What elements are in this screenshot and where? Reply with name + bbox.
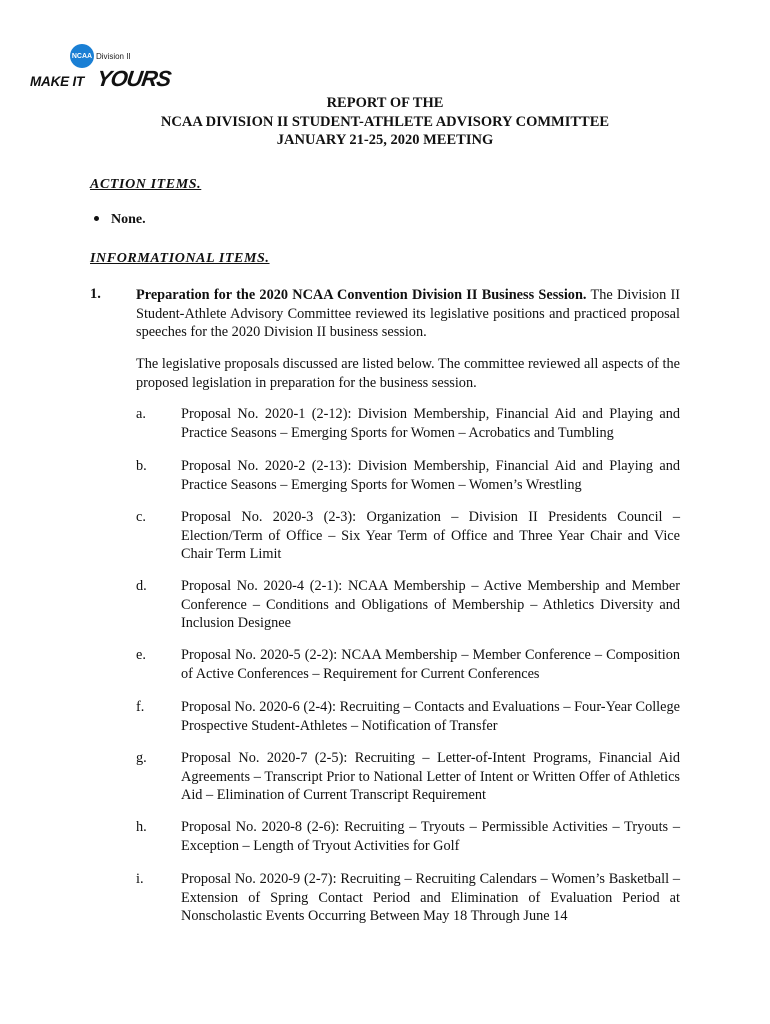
division-label: Division II (96, 52, 131, 61)
ncaa-logo (30, 44, 173, 100)
item-1-body: The Division II Student-Athlete Advisory Committee reviewed its legislative positions and practiced proposal speeches for the 2020 Division II business session. (136, 287, 680, 340)
proposal-text: Proposal No. 2020-9 (2-7): Recruiting – Recruiting Calendars – Women’s Basketball – Extension of Spring Contact Period and Elimination of Evaluation Period at Nonscholastic Events Occurring Between May 18 Through June 14 (181, 871, 680, 924)
proposal-letter: c. (136, 509, 146, 525)
proposal-letter: f. (136, 699, 145, 715)
make-it-text: MAKE IT (30, 74, 85, 89)
action-items-heading: ACTION ITEMS. (90, 177, 202, 192)
proposal-text: Proposal No. 2020-1 (2-12): Division Membership, Financial Aid and Playing and Practice Seasons – Emerging Sports for Women – Acrobatics and Tumbling (181, 406, 680, 441)
informational-items-heading: INFORMATIONAL ITEMS. (90, 251, 270, 266)
proposal-text: Proposal No. 2020-3 (2-3): Organization – Division II Presidents Council – Election/Term of Office – Six Year Term of Office and Three Year Chair and Vice Chair Term Limit (181, 509, 680, 562)
proposal-letter: i. (136, 871, 144, 887)
proposal-text: Proposal No. 2020-4 (2-1): NCAA Membership – Active Membership and Member Conference – Conditions and Obligations of Membership – Athletics Diversity and Inclusion Designee (181, 578, 680, 631)
proposal-text: Proposal No. 2020-7 (2-5): Recruiting – Letter-of-Intent Programs, Financial Aid Agreements – Transcript Prior to National Letter of Intent or Written Offer of Athletics Aid – Elimination of Current Transcript Requirement (181, 750, 680, 803)
title-line-1: REPORT OF THE (326, 95, 444, 111)
item-1-title: Preparation for the 2020 NCAA Convention Division II Business Session. (136, 287, 587, 303)
proposal-text: Proposal No. 2020-6 (2-4): Recruiting – Contacts and Evaluations – Four-Year College Prospective Student-Athletes – Notification of Transfer (181, 699, 680, 734)
title-line-3: JANUARY 21-25, 2020 MEETING (276, 132, 494, 148)
bullet-dot (94, 216, 99, 221)
report-title (0, 94, 770, 150)
yours-text: YOURS (95, 66, 173, 91)
proposal-letter: h. (136, 819, 147, 835)
item-number: 1. (90, 286, 101, 302)
proposal-letter: g. (136, 750, 147, 766)
proposal-letter: a. (136, 406, 146, 422)
proposal-text: Proposal No. 2020-5 (2-2): NCAA Membership – Member Conference – Composition of Active Conferences – Requirement for Current Conferences (181, 647, 680, 682)
ncaa-circle-logo: NCAA (70, 44, 94, 68)
proposal-letter: d. (136, 578, 147, 594)
action-items-bullet (90, 212, 146, 228)
title-line-2: NCAA DIVISION II STUDENT-ATHLETE ADVISORY COMMITTEE (160, 113, 610, 130)
proposal-text: Proposal No. 2020-2 (2-13): Division Membership, Financial Aid and Playing and Practice Seasons – Emerging Sports for Women – Women’s Wrestling (181, 458, 680, 493)
proposal-letter: b. (136, 458, 147, 474)
bullet-text: None. (111, 212, 146, 227)
item-1-paragraph (136, 286, 680, 342)
proposal-letter: e. (136, 647, 146, 663)
item-1-intro: The legislative proposals discussed are listed below. The committee reviewed all aspects of the proposed legislation in preparation for the business session. (136, 356, 680, 391)
proposal-text: Proposal No. 2020-8 (2-6): Recruiting – Tryouts – Permissible Activities – Tryouts – Exception – Length of Tryout Activities for Golf (181, 819, 680, 854)
